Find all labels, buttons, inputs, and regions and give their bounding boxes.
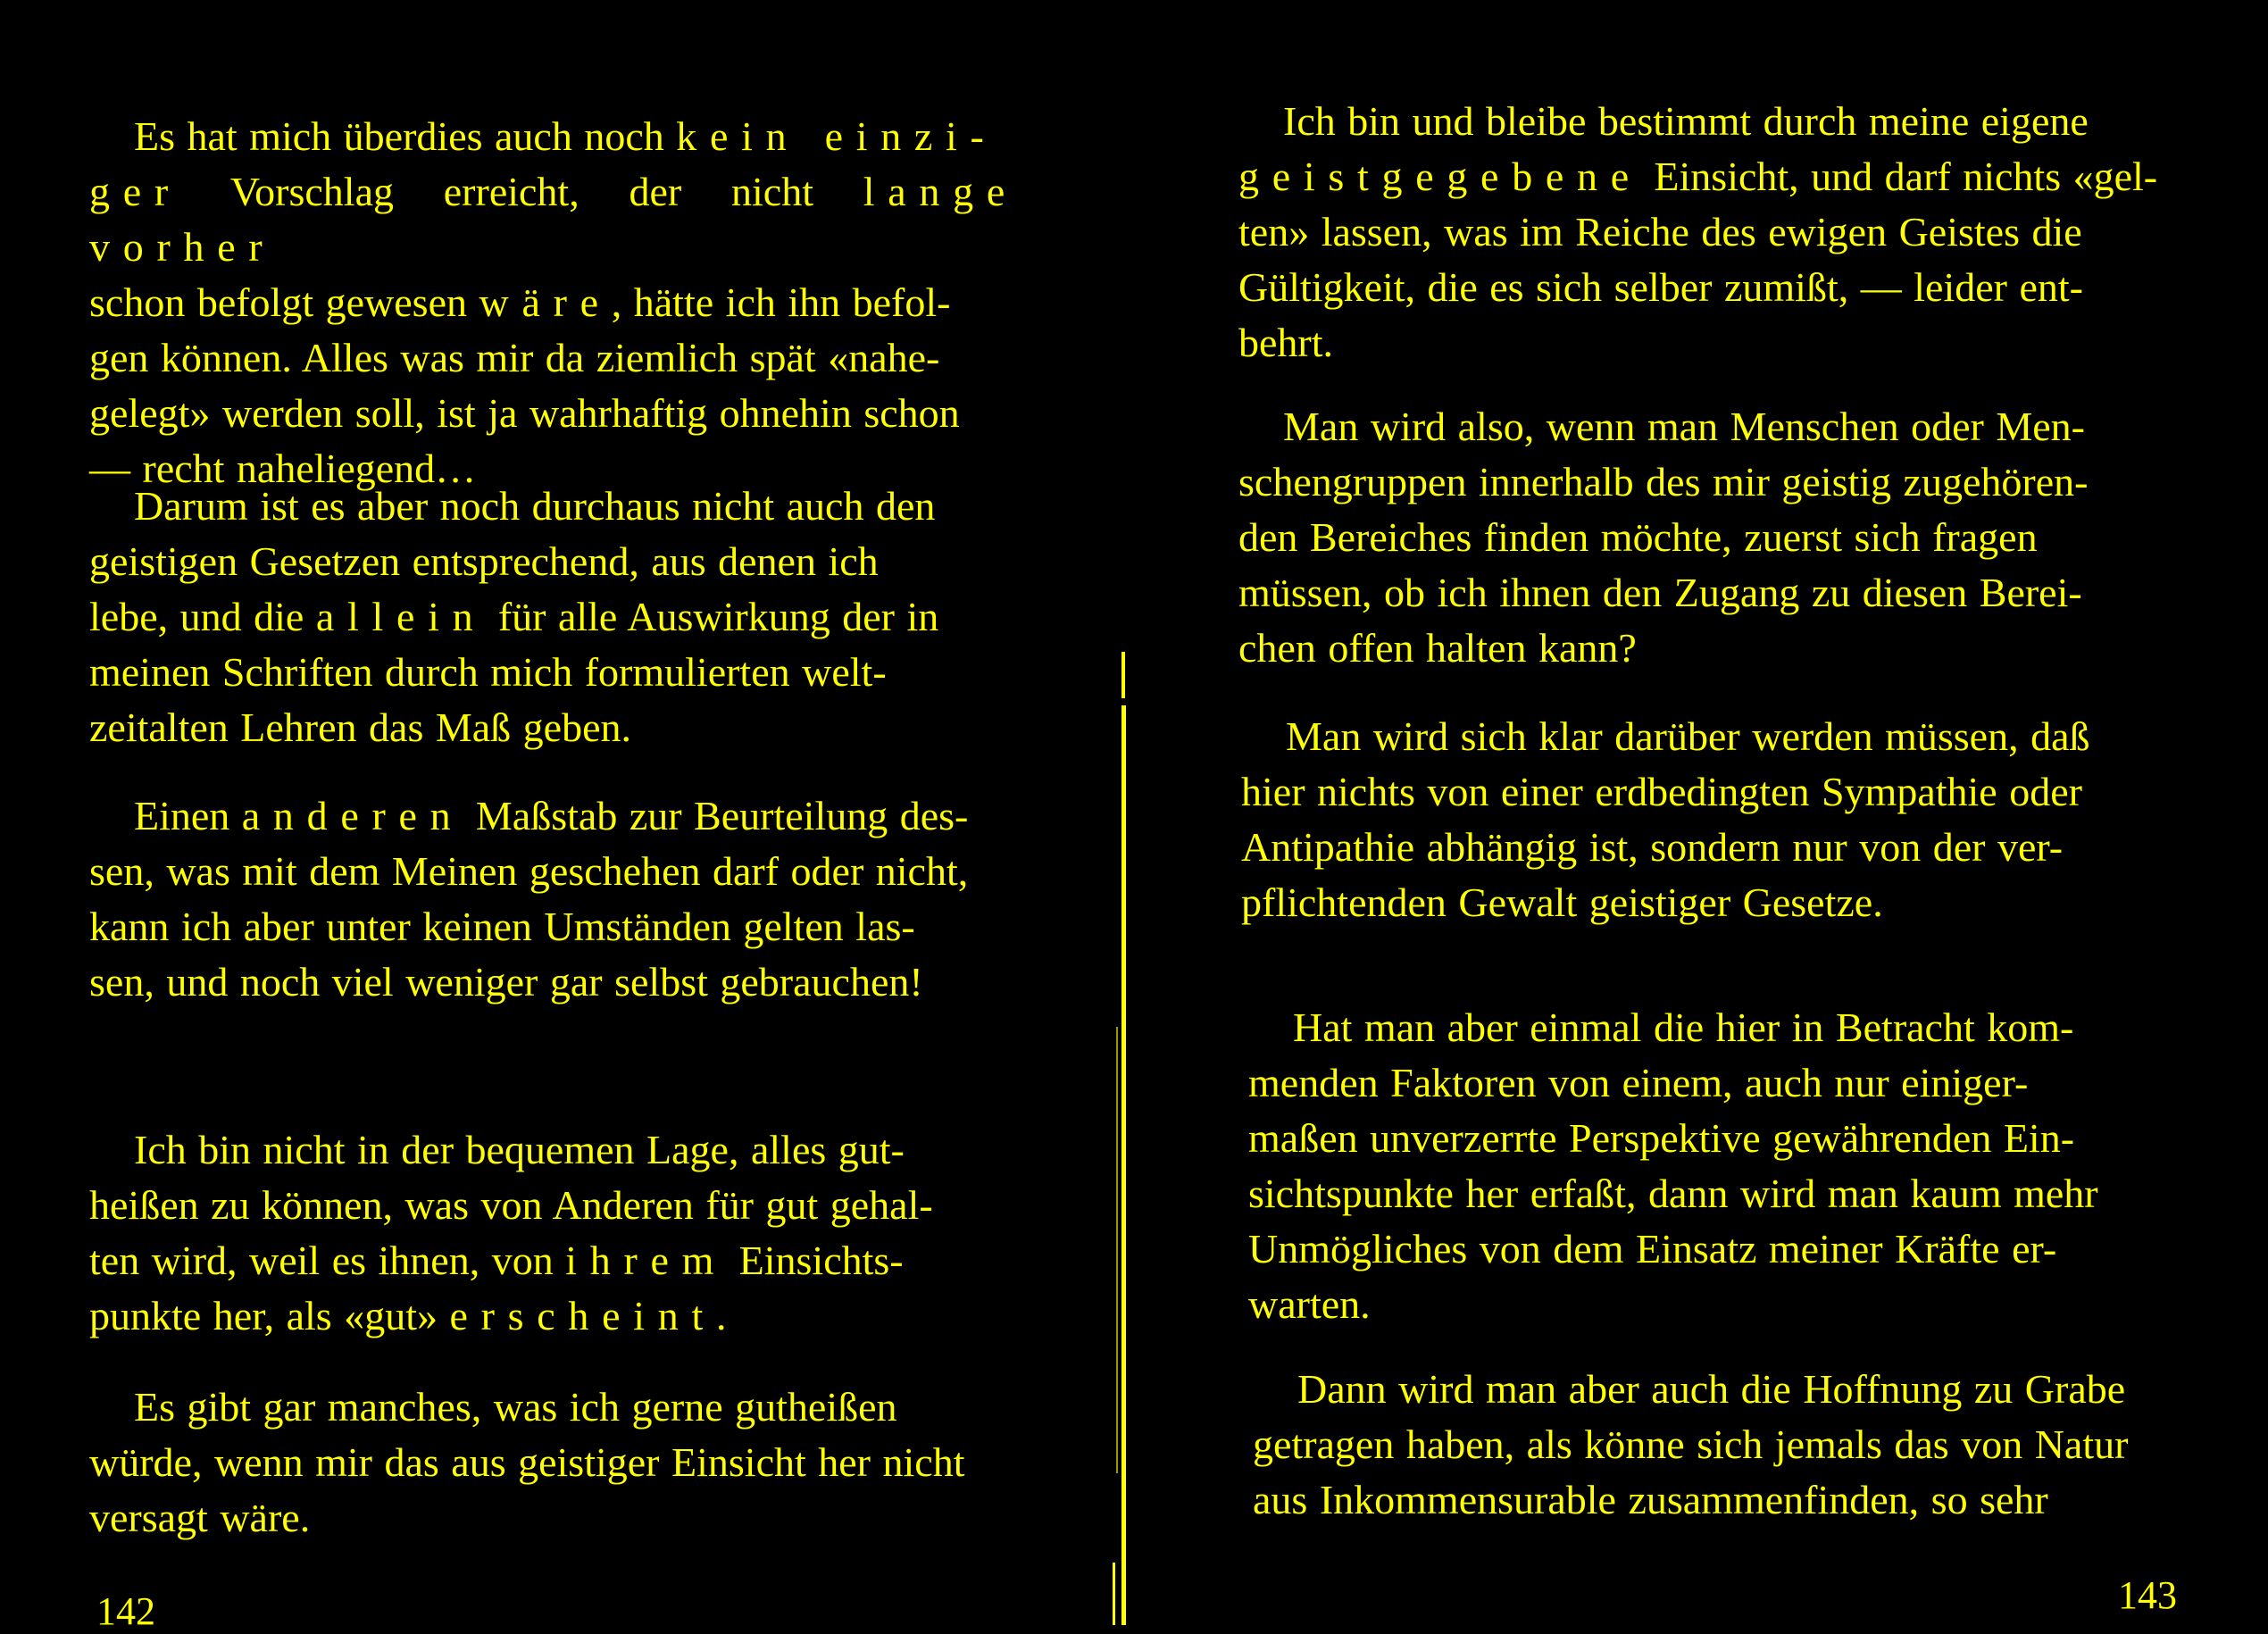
paragraph: Ich bin nicht in der bequemen Lage, alles gut- heißen zu können, was von Anderen für gut gehal- ten wird, weil es ihnen, von ihrem Einsichts- punkte her, als «gut» erscheint. [89,1127,933,1338]
paragraph: Darum ist es aber noch durchaus nicht auch den geistigen Gesetzen entsprechend, aus denen ich lebe, und die allein für alle Auswirkung der in meinen Schriften durch mich formulierten welt- zeitalten Lehren das Maß geben. [89,483,939,750]
left-page [0,0,1107,1633]
emphasis: allein [315,594,487,639]
page-number: 142 [96,1589,155,1633]
emphasis: erscheint [449,1293,716,1338]
emphasis: wäre [479,279,612,325]
emphasis: anderen [241,793,464,838]
emphasis: geistgegebene [1238,154,1642,199]
paragraph: Man wird sich klar darüber werden müssen, daß hier nichts von einer erdbedingten Sympathie oder Antipathie abhängig ist, sondern nur von der ver- pflichtenden Gewalt geistiger Gesetze. [1241,713,2090,925]
emphasis: lange vorher [89,169,1018,270]
book-gutter [1104,0,1157,1625]
paragraph: Hat man aber einmal die hier in Betracht kom- menden Faktoren von einem, auch nur einiger- maßen unverzerrte Perspektive gewährenden Ein- sichtspunkte her erfaßt, dann wird man kaum mehr Unmögliches von dem Einsatz meiner Kräfte er- warten. [1248,1005,2098,1327]
emphasis: ger [89,169,181,214]
paragraph: Einen anderen Maßstab zur Beurteilung des- sen, was mit dem Meinen geschehen darf oder nicht, kann ich aber unter keinen Umständen gelten las- sen, und noch viel weniger gar selbst gebrauchen! [89,793,969,1005]
emphasis: ihrem [565,1238,728,1283]
paragraph: Dann wird man aber auch die Hoffnung zu Grabe getragen haben, als könne sich jemals das von Natur aus Inkommensurable zusammenfinden, so sehr [1253,1366,2129,1522]
emphasis: kein einzi- [676,113,997,159]
page-number: 143 [2118,1573,2177,1617]
paragraph: Es gibt gar manches, was ich gerne gutheißen würde, wenn mir das aus geistiger Einsicht her nicht versagt wäre. [89,1384,965,1540]
paragraph: Man wird also, wenn man Menschen oder Men- schengruppen innerhalb des mir geistig zugehören- den Bereiches finden möchte, zuerst sich fragen müssen, ob ich ihnen den Zugang zu diesen Berei- chen offen halten kann? [1238,404,2089,671]
paragraph: Ich bin und bleibe bestimmt durch meine eigene geistgegebene Einsicht, und darf nichts «gel- ten» lassen, was im Reiche des ewigen Geistes die Gültigkeit, die es sich selber zumißt, — leider ent- behrt. [1238,98,2158,365]
paragraph: Es hat mich überdies auch noch kein einzi- ger Vorschlag erreicht, der nicht lange vorher schon befolgt gewesen wäre, hätte ich ihn befol- gen können. Alles was mir da ziemlich spät «nahe- gelegt» werden soll, ist ja wahrhaftig ohnehin schon — recht naheliegend… [89,113,1018,491]
